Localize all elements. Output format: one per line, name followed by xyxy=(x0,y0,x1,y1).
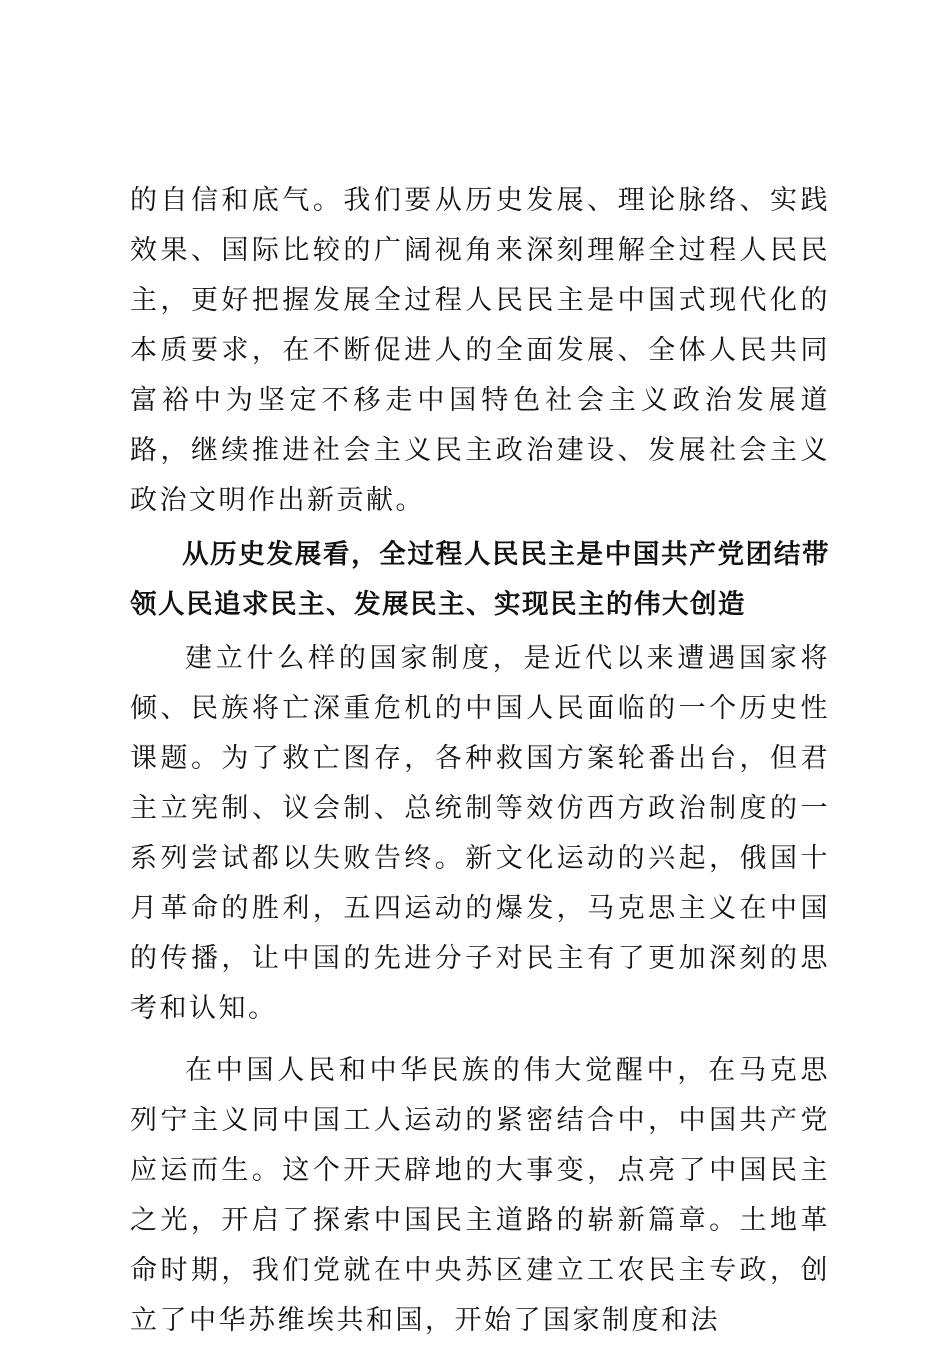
document-body xyxy=(130,176,830,1346)
paragraph-party-founding: 在中国人民和中华民族的伟大觉醒中，在马克思列宁主义同中国工人运动的紧密结合中，中国共产党应运而生。这个开天辟地的大事变，点亮了中国民主之光，开启了探索中国民主道路的崭新篇章。土地革命时期，我们党就在中央苏区建立工农民主专政，创立了中华苏维埃共和国，开始了国家制度和法 xyxy=(130,1055,830,1336)
section-heading: 从历史发展看，全过程人民民主是中国共产党团结带领人民追求民主、发展民主、实现民主的伟大创造 xyxy=(130,539,830,620)
paragraph-national-system: 建立什么样的国家制度，是近代以来遭遇国家将倾、民族将亡深重危机的中国人民面临的一个历史性课题。为了救亡图存，各种救国方案轮番出台，但君主立宪制、议会制、总统制等效仿西方政治制度的一系列尝试都以失败告终。新文化运动的兴起，俄国十月革命的胜利，五四运动的爆发，马克思主义在中国的传播，让中国的先进分子对民主有了更加深刻的思考和认知。 xyxy=(130,643,830,1024)
paragraph-continued: 的自信和底气。我们要从历史发展、理论脉络、实践效果、国际比较的广阔视角来深刻理解全过程人民民主，更好把握发展全过程人民民主是中国式现代化的本质要求，在不断促进人的全面发展、全体人民共同富裕中为坚定不移走中国特色社会主义政治发展道路，继续推进社会主义民主政治建设、发展社会主义政治文明作出新贡献。 xyxy=(130,185,830,516)
